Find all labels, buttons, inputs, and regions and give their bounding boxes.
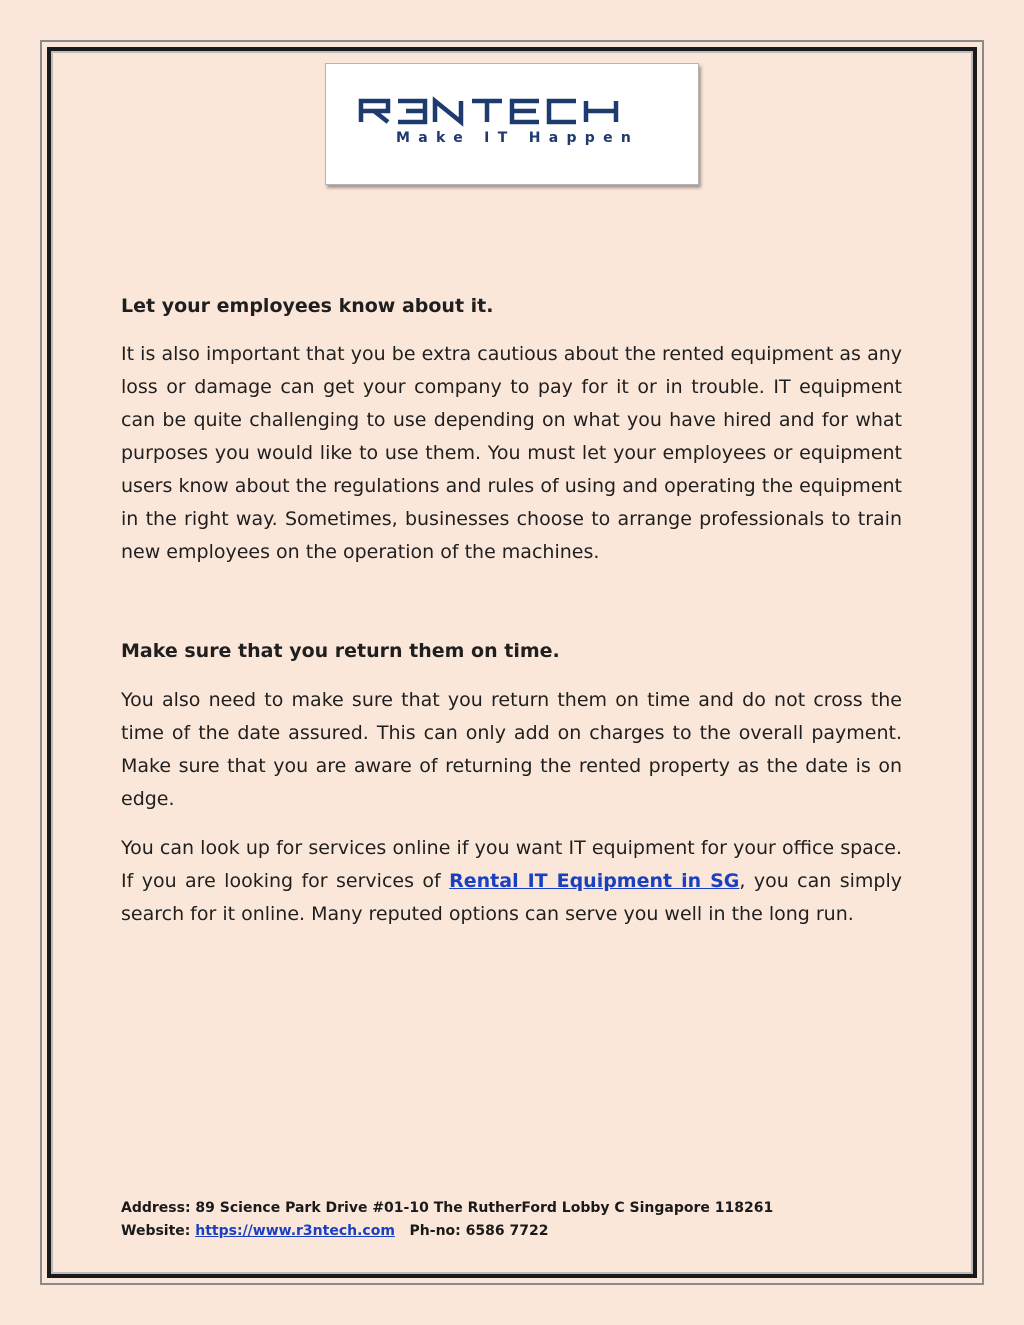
footer-address: Address: 89 Science Park Drive #01-10 The RutherFord Lobby C Singapore 118261 bbox=[121, 1200, 774, 1216]
paragraph-return: You also need to make sure that you return them on time and do not cross the time of the date assured. This can only add on charges to the overall payment. Make sure that you are aware of returning the rented property as the date is on edge. bbox=[121, 689, 902, 810]
section-heading-return: Make sure that you return them on time. bbox=[121, 640, 560, 662]
footer bbox=[121, 1197, 881, 1243]
footer-website-label: Website: bbox=[121, 1223, 191, 1239]
footer-phone: Ph-no: 6586 7722 bbox=[409, 1223, 549, 1239]
logo-graphic bbox=[326, 64, 700, 186]
paragraph-online-services bbox=[121, 832, 902, 931]
rental-it-equipment-link[interactable]: Rental IT Equipment in SG bbox=[449, 870, 740, 892]
footer-website-link[interactable]: https://www.r3ntech.com bbox=[195, 1223, 395, 1239]
paragraph-text-before-link: You can look up for services online if you want IT equipment for your office space. If you are looking for services of bbox=[121, 837, 902, 892]
company-logo bbox=[325, 63, 699, 185]
paragraph-text-after-link: , you can simply search for it online. Many reputed options can serve you well in the long run. bbox=[121, 870, 902, 925]
footer-contact-line bbox=[121, 1220, 881, 1243]
paragraph-employees: It is also important that you be extra cautious about the rented equipment as any loss or damage can get your company to pay for it or in trouble. IT equipment can be quite challenging to use depending on what you have hired and for what purposes you would like to use them. You must let your employees or equipment users know about the regulations and rules of using and operating the equipment in the right way. Sometimes, businesses choose to arrange professionals to train new employees on the operation of the machines. bbox=[121, 343, 902, 563]
logo-tagline: Make IT Happen bbox=[396, 130, 640, 146]
section-heading-employees: Let your employees know about it. bbox=[121, 295, 494, 317]
